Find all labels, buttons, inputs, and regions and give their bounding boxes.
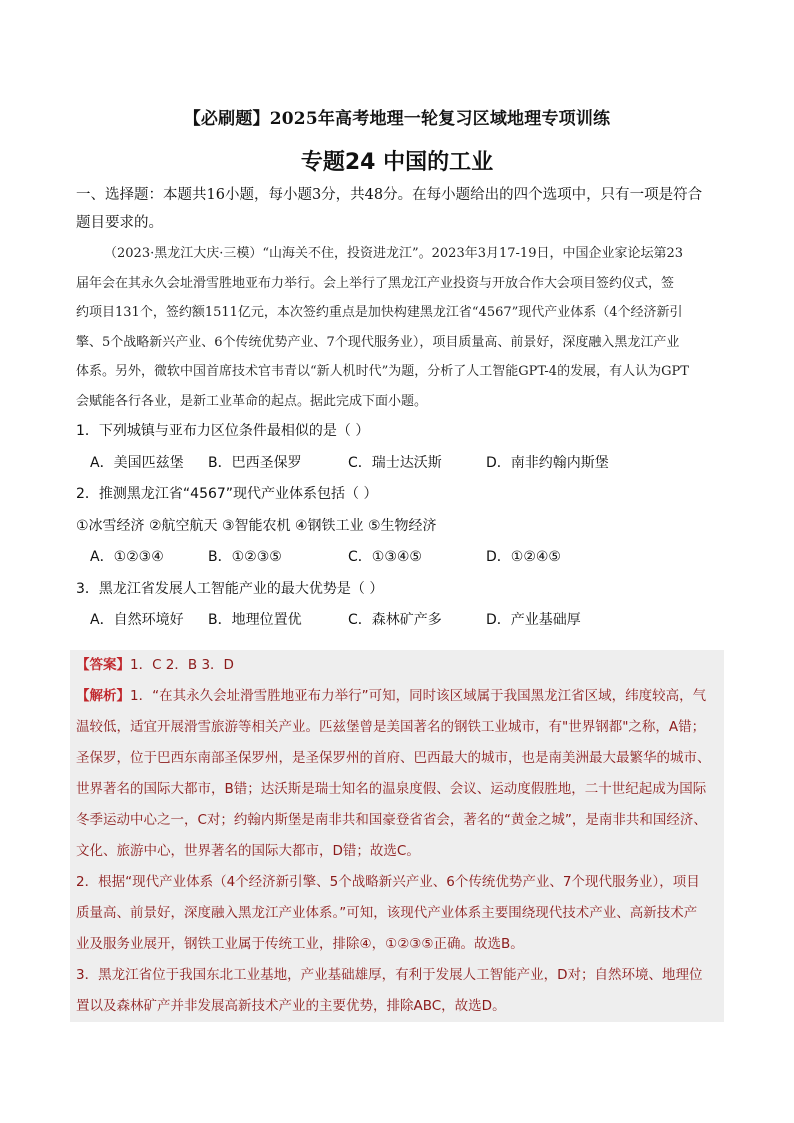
question-options — [76, 542, 726, 574]
question-2 — [76, 479, 726, 574]
question-stem: 1．下列城镇与亚布力区位条件最相似的是（ ） — [76, 423, 370, 439]
answer-tag: 【答案】 — [76, 657, 130, 673]
instruction-line: 一、选择题：本题共16小题，每小题3分，共48分。在每小题给出的四个选项中，只有一项是符合 — [76, 187, 703, 203]
analysis-line: 3．黑龙江省位于我国东北工业基地，产业基础雄厚，有利于发展人工智能产业，D对；自然环境、地理位 — [76, 967, 703, 983]
passage-line: （2023·黑龙江大庆·三模）“山海关不住，投资进龙江”。2023年3月17-19日，中国企业家论坛第23 — [104, 246, 684, 261]
answer-analysis-block — [70, 650, 724, 1022]
analysis-line: 质量高、前景好，深度融入黑龙江产业体系。”可知，该现代产业体系主要围绕现代技术产业、高新技术产 — [76, 905, 698, 921]
analysis-line: 2．根据“现代产业体系（4个经济新引擎、5个战略新兴产业、6个传统优势产业、7个现代服务业），项目 — [76, 874, 700, 890]
passage-line: 约项目131个，签约额1511亿元，本次签约重点是加快构建黑龙江省“4567”现代产业体系（4个经济新引 — [76, 305, 683, 320]
option-d: D．产业基础厚 — [486, 612, 581, 628]
option-a: A．美国匹兹堡 — [90, 454, 184, 471]
option-b: B．①②③⑤ — [208, 549, 282, 565]
option-c: C．瑞士达沃斯 — [348, 454, 442, 471]
analysis-line: 文化、旅游中心，世界著名的国际大都市，D错；故选C。 — [76, 843, 420, 859]
option-a: A．自然环境好 — [90, 612, 184, 628]
question-items: ①冰雪经济 ②航空航天 ③智能农机 ④钢铁工业 ⑤生物经济 — [76, 517, 437, 534]
analysis-line: 世界著名的国际大都市，B错；达沃斯是瑞士知名的温泉度假、会议、运动度假胜地，二十世纪起成为国际 — [76, 781, 707, 797]
analysis-line — [70, 681, 724, 712]
answer-text: 1．C 2．B 3．D — [130, 657, 234, 673]
section-instructions — [76, 181, 726, 237]
passage-line: 届年会在其永久会址滑雪胜地亚布力举行。会上举行了黑龙江产业投资与开放合作大会项目签约仪式，签 — [76, 275, 675, 291]
option-c: C．森林矿产多 — [348, 612, 442, 628]
page-title: 专题24 中国的工业 — [300, 150, 494, 175]
analysis-line: 冬季运动中心之一，C对；约翰内斯堡是南非共和国豪登省省会，著名的“黄金之城”，是南非共和国经济、 — [76, 812, 707, 828]
option-b: B．巴西圣保罗 — [208, 454, 302, 471]
series-title: 【必刷题】2025年高考地理一轮复习区域地理专项训练 — [183, 109, 611, 129]
passage-line: 体系。另外，微软中国首席技术官韦青以“新人机时代”为题，分析了人工智能GPT-4的发展，有人认为GPT — [76, 364, 689, 379]
option-c: C．①③④⑤ — [348, 549, 422, 565]
document-body — [76, 181, 726, 637]
option-a: A．①②③④ — [90, 549, 164, 565]
analysis-line: 业及服务业展开，钢铁工业属于传统工业，排除④，①②③⑤正确。故选B。 — [76, 936, 524, 952]
option-d: D．南非约翰内斯堡 — [486, 454, 609, 471]
question-stem: 3．黑龙江省发展人工智能产业的最大优势是（ ） — [76, 580, 384, 597]
passage-line: 会赋能各行各业，是新工业革命的起点。据此完成下面小题。 — [76, 393, 428, 409]
question-3 — [76, 574, 726, 637]
question-options — [76, 448, 726, 480]
analysis-text: 1．“在其永久会址滑雪胜地亚布力举行”可知，同时该区域属于我国黑龙江省区域，纬度较高，气 — [130, 688, 707, 704]
instruction-line: 题目要求的。 — [76, 215, 163, 231]
reading-passage — [76, 239, 726, 416]
option-d: D．①②④⑤ — [486, 549, 561, 565]
answer-line — [70, 650, 724, 681]
question-1 — [76, 416, 726, 479]
analysis-line: 置以及森林矿产并非发展高新技术产业的主要优势，排除ABC，故选D。 — [76, 998, 506, 1014]
question-stem: 2．推测黑龙江省“4567”现代产业体系包括（ ） — [76, 486, 378, 502]
analysis-tag: 【解析】 — [76, 688, 130, 704]
analysis-line: 圣保罗，位于巴西东南部圣保罗州，是圣保罗州的首府、巴西最大的城市，也是南美洲最大最繁华的城市、 — [76, 750, 711, 766]
analysis-line: 温较低，适宜开展滑雪旅游等相关产业。匹兹堡曾是美国著名的钢铁工业城市，有"世界钢都"之称，A错； — [76, 719, 706, 735]
option-b: B．地理位置优 — [208, 612, 302, 628]
passage-line: 擎、5个战略新兴产业、6个传统优势产业、7个现代服务业），项目质量高、前景好，深度融入黑龙江产业 — [76, 334, 680, 350]
question-options — [76, 605, 726, 637]
